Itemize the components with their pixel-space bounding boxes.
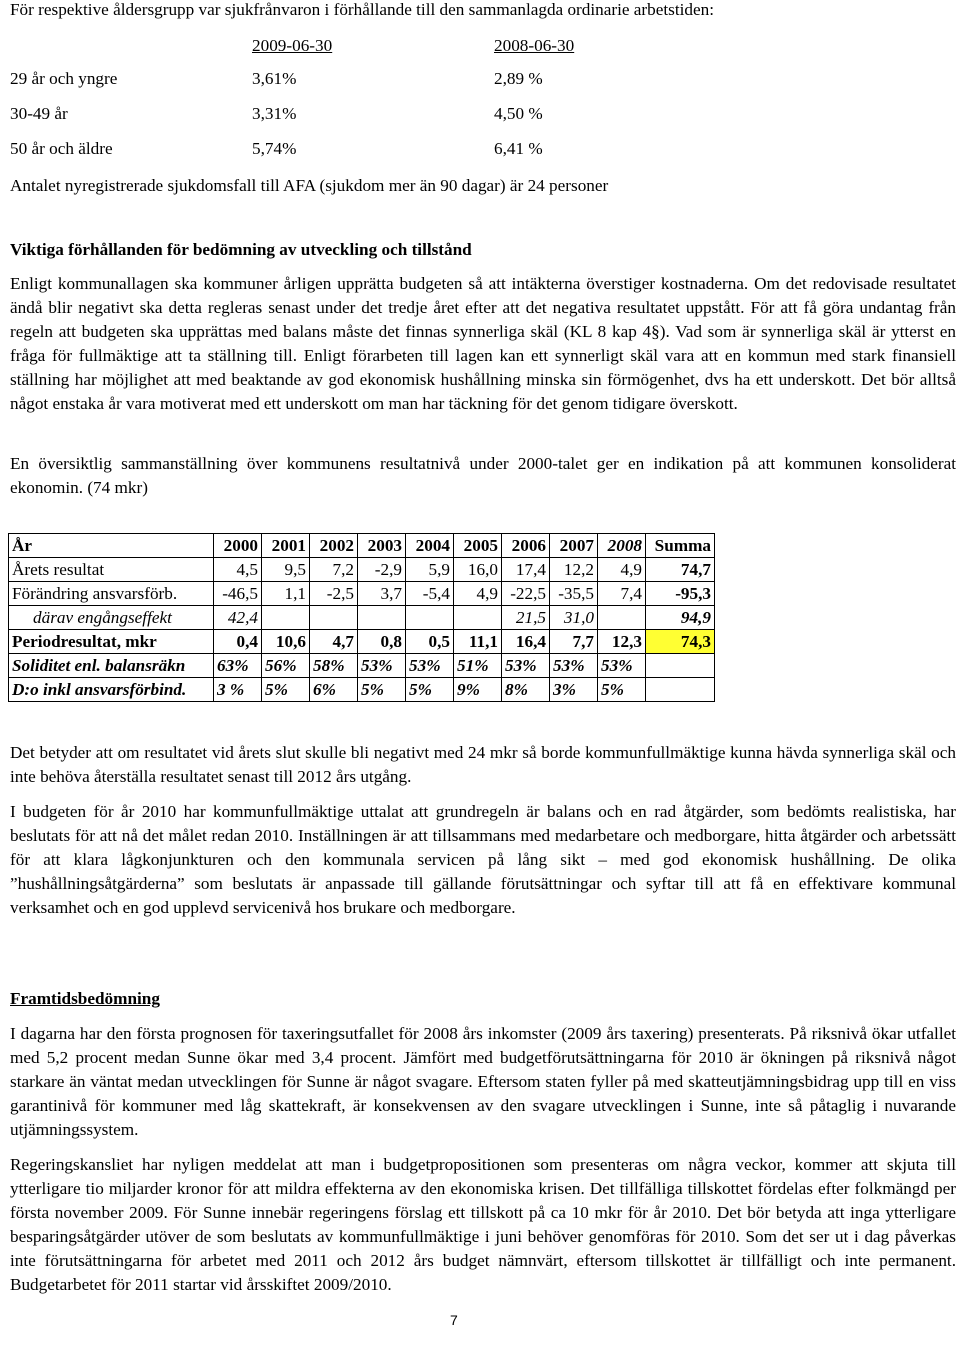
table-cell: 12,3 [598, 630, 646, 654]
table-cell: 16,4 [502, 630, 550, 654]
paragraph-negative-result: Det betyder att om resultatet vid årets slut skulle bli negativt med 24 mkr så borde kommunfullmäktige kunna hävda synnerliga skäl och inte behöva återställa resultatet senast till 2012 års utgång. [10, 743, 956, 786]
table-cell: -35,5 [550, 582, 598, 606]
table-cell: -2,9 [358, 558, 406, 582]
table-cell: 7,2 [310, 558, 358, 582]
header-cell: 2003 [358, 534, 406, 558]
section-heading-conditions: Viktiga förhållanden för bedömning av utveckling och tillstånd [10, 240, 472, 259]
afa-line: Antalet nyregistrerade sjukdomsfall till AFA (sjukdom mer än 90 dagar) är 24 personer [10, 176, 609, 195]
table-cell: 5% [262, 678, 310, 702]
sick-row-value-2009: 3,31% [252, 104, 297, 123]
sick-row-value-2009: 3,61% [252, 69, 297, 88]
paragraph-budget-2010: I budgeten för år 2010 har kommunfullmäktige uttalat att grundregeln är balans och en rad åtgärder, som bedömts realistiska, har beslutats för att nå det målet redan 2010. Inställningen är att tillsammans med medarbetare och medborgare, hitta åtgärder och arbetssätt för att klara lågkonjunkturen och den kommunala servicen på lång sikt – med god ekonomisk hushållning. De olika ”hushållningsåtgärderna” som beslutats är anpassade till gällande förutsättningar och syftar till att få en effektivare kommunal verksamhet och en god upplevd servicenivå hos brukare och medborgare. [10, 802, 956, 917]
row-label: Periodresultat, mkr [9, 630, 214, 654]
paragraph-municipal-law: Enligt kommunallagen ska kommuner årligen upprätta budgeten så att intäkterna överstiger kostnaderna. Om det redovisade resultatet ändå blir negativt ska detta regleras senast under det tredje året efter att det negativa resultatet uppstått. För att få göra undantag från regeln att budgeten ska upprättas med balans måste det finnas synnerliga skäl (KL 8 kap 4§). Vad som är synnerliga skäl är ytterst en fråga för fullmäktige att ta ställning till. Enligt förarbeten till lagen kan ett synnerligt skäl vara att en kommun med stark finansiell ställning har möjlighet att med beaktande av god ekonomisk hushållning minska sin förmögenhet, dvs ha ett underskott. Det bör alltså något enstaka år vara motiverat med ett underskott om man har täckning för det genom tidigare överskott. [10, 274, 956, 413]
table-cell: 53% [406, 654, 454, 678]
header-cell: 2001 [262, 534, 310, 558]
table-cell: -22,5 [502, 582, 550, 606]
table-cell: 10,6 [262, 630, 310, 654]
table-cell: 3 % [214, 678, 262, 702]
table-cell [358, 606, 406, 630]
table-cell: 21,5 [502, 606, 550, 630]
table-cell: 53% [358, 654, 406, 678]
page-number: 7 [450, 1312, 458, 1328]
table-cell: 0,8 [358, 630, 406, 654]
header-cell: 2005 [454, 534, 502, 558]
sick-row-value-2008: 6,41 % [494, 139, 543, 158]
table-cell: 1,1 [262, 582, 310, 606]
paragraph-overview: En översiktlig sammanställning över kommunens resultatnivå under 2000-talet ger en indikation på att kommunen konsoliderat ekonomin. (74 mkr) [10, 454, 956, 497]
table-cell [262, 606, 310, 630]
table-cell: 12,2 [550, 558, 598, 582]
intro-line: För respektive åldersgrupp var sjukfrånvaron i förhållande till den sammanlagda ordinarie arbetstiden: [10, 0, 714, 19]
table-cell: 31,0 [550, 606, 598, 630]
table-cell [646, 654, 715, 678]
table-row [9, 606, 715, 630]
row-label: D:o inkl ansvarsförbind. [9, 678, 214, 702]
table-cell: 4,5 [214, 558, 262, 582]
table-cell: 7,4 [598, 582, 646, 606]
paragraph-government-funding: Regeringskansliet har nyligen meddelat att man i budgetpropositionen som presenteras om några veckor, kommer att skjuta till ytterligare tio miljarder kronor för att mildra effekterna av den ekonomiska krisen. Det tillfälliga tillskottet fördelas efter folkmängd per första november 2009. För Sunne innebär regeringens förslag ett tillskott på ca 10 mkr för år 2010. Det bör betyda att inga ytterligare besparingsåtgärder utöver de som beslutats av kommunfullmäktige i juni behöver genomföras för 2010. Som det ser ut i dag påverkas inte förutsättningarna för arbetet med 2011 och 2012 års budget nämnvärt, eftersom tillskottet är tillfälligt och inte permanent. Budgetarbetet för 2011 startar vid årsskiftet 2009/2010. [10, 1155, 956, 1294]
row-label: Årets resultat [9, 558, 214, 582]
sick-header-2009: 2009-06-30 [252, 36, 333, 55]
table-cell [646, 678, 715, 702]
row-label: därav engångseffekt [9, 606, 214, 630]
table-cell: 4,9 [454, 582, 502, 606]
sum-cell: 74,7 [646, 558, 715, 582]
row-label: Soliditet enl. balansräkn [9, 654, 214, 678]
table-cell: 51% [454, 654, 502, 678]
table-cell: 0,5 [406, 630, 454, 654]
table-cell: 53% [598, 654, 646, 678]
table-cell: 5% [358, 678, 406, 702]
table-cell [310, 606, 358, 630]
table-cell: 3,7 [358, 582, 406, 606]
table-cell: 4,7 [310, 630, 358, 654]
table-cell: 58% [310, 654, 358, 678]
header-cell: Summa [646, 534, 715, 558]
results-table [8, 533, 715, 702]
table-cell: 0,4 [214, 630, 262, 654]
table-cell: 11,1 [454, 630, 502, 654]
header-cell: 2007 [550, 534, 598, 558]
header-cell: År [9, 534, 214, 558]
table-cell [406, 606, 454, 630]
sick-row-value-2008: 4,50 % [494, 104, 543, 123]
header-cell: 2000 [214, 534, 262, 558]
sick-row-value-2008: 2,89 % [494, 69, 543, 88]
table-cell [454, 606, 502, 630]
header-cell: 2006 [502, 534, 550, 558]
table-row [9, 534, 715, 558]
table-cell: 6% [310, 678, 358, 702]
sick-row-label: 50 år och äldre [10, 139, 113, 158]
header-cell: 2002 [310, 534, 358, 558]
table-cell: -46,5 [214, 582, 262, 606]
table-cell: 9% [454, 678, 502, 702]
sum-cell: -95,3 [646, 582, 715, 606]
table-cell: -5,4 [406, 582, 454, 606]
row-label: Förändring ansvarsförb. [9, 582, 214, 606]
table-cell: 63% [214, 654, 262, 678]
table-row [9, 654, 715, 678]
table-cell: 5,9 [406, 558, 454, 582]
sick-header-2008: 2008-06-30 [494, 36, 575, 55]
table-row [9, 630, 715, 654]
sum-cell: 94,9 [646, 606, 715, 630]
sum-cell-highlighted: 74,3 [646, 630, 715, 654]
table-cell: 3% [550, 678, 598, 702]
section-heading-future: Framtidsbedömning [10, 989, 160, 1008]
table-cell: 4,9 [598, 558, 646, 582]
table-cell: 7,7 [550, 630, 598, 654]
table-cell: 16,0 [454, 558, 502, 582]
table-cell: 53% [502, 654, 550, 678]
table-cell [598, 606, 646, 630]
table-row [9, 582, 715, 606]
table-cell: -2,5 [310, 582, 358, 606]
table-cell: 42,4 [214, 606, 262, 630]
sick-row-label: 30-49 år [10, 104, 68, 123]
table-cell: 53% [550, 654, 598, 678]
table-cell: 56% [262, 654, 310, 678]
table-cell: 8% [502, 678, 550, 702]
sick-row-value-2009: 5,74% [252, 139, 297, 158]
header-cell: 2008 [598, 534, 646, 558]
header-cell: 2004 [406, 534, 454, 558]
table-cell: 9,5 [262, 558, 310, 582]
table-cell: 5% [406, 678, 454, 702]
paragraph-tax-forecast: I dagarna har den första prognosen för taxeringsutfallet för 2008 års inkomster (2009 års taxering) presenterats. På riksnivå ökar utfallet med 5,2 procent medan Sunne ökar med 3,4 procent. Jämfört med budgetförutsättningarna för 2010 är ökningen på riksnivå något starkare än väntat medan utvecklingen för Sunne är något svagare. Eftersom staten fyller på med skatteutjämningsbidrag upp till en viss garantinivå för kommuner med låg skattekraft, är konsekvensen av den svagare utvecklingen i Sunne, inte så påtaglig i nuvarande utjämningssystem. [10, 1024, 956, 1139]
table-cell: 5% [598, 678, 646, 702]
table-row [9, 558, 715, 582]
sick-row-label: 29 år och yngre [10, 69, 118, 88]
table-row [9, 678, 715, 702]
table-cell: 17,4 [502, 558, 550, 582]
